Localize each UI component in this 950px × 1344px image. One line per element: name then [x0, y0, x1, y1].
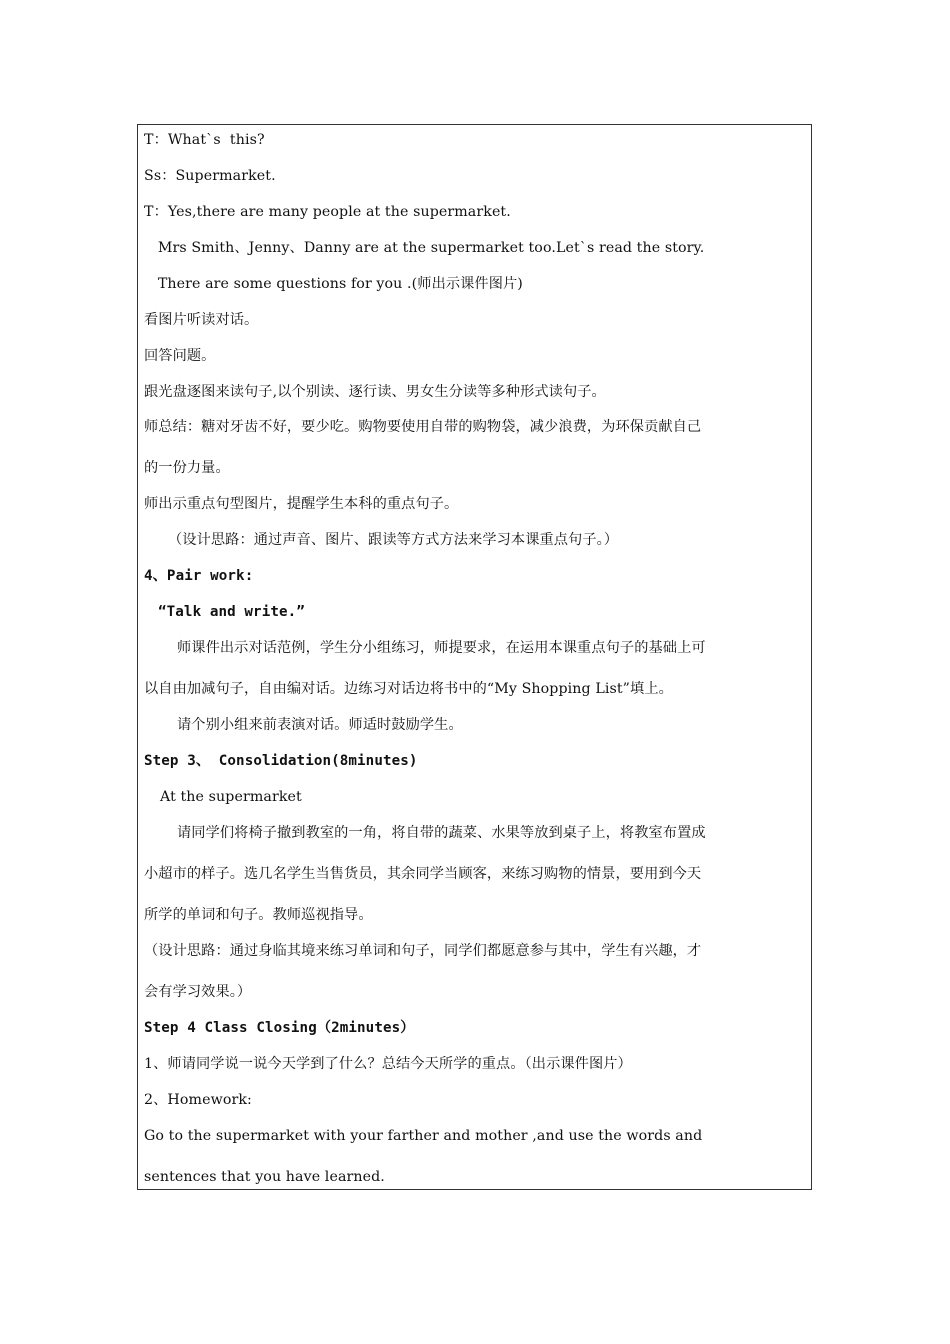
- design-idea-note-2-line-1: （设计思路：通过身临其境来练习单词和句子，同学们都愿意参与其中，学生有兴趣，才: [144, 943, 702, 959]
- consolidation-paragraph-line-1: 请同学们将椅子撤到教室的一角，将自带的蔬菜、水果等放到桌子上，将教室布置成: [177, 825, 706, 841]
- homework-text-line-2: sentences that you have learned.: [144, 1169, 385, 1185]
- design-idea-note-1: （设计思路：通过声音、图片、跟读等方式方法来学习本课重点句子。）: [168, 532, 619, 548]
- dialogue-line-questions: There are some questions for you .(师出示课件图片): [144, 276, 523, 292]
- consolidation-paragraph-line-2: 小超市的样子。选几名学生当售货员，其余同学当顾客，来练习购物的情景，要用到今天: [144, 866, 702, 882]
- activity-answer-questions: 回答问题。: [144, 348, 216, 364]
- subheading-talk-and-write: “Talk and write.”: [158, 604, 305, 620]
- dialogue-line-teacher-yes: T：Yes,there are many people at the supermarket.: [144, 204, 511, 220]
- teacher-summary-line-2: 的一份力量。: [144, 460, 230, 476]
- activity-listen-read: 看图片听读对话。: [144, 312, 259, 328]
- activity-read-sentences: 跟光盘逐图来读句子,以个别读、逐行读、男女生分读等多种形式读句子。: [144, 384, 606, 400]
- subheading-at-the-supermarket: At the supermarket: [160, 789, 302, 805]
- homework-text-line-1: Go to the supermarket with your farther and mother ,and use the words and: [144, 1128, 703, 1144]
- closing-item-2-homework: 2、Homework:: [144, 1092, 252, 1108]
- pair-work-paragraph-line-2: 以自由加减句子，自由编对话。边练习对话边将书中的“My Shopping List”填上。: [144, 681, 673, 697]
- dialogue-line-students-answer: Ss：Supermarket.: [144, 168, 276, 184]
- dialogue-line-teacher-question: T：What`s this?: [144, 132, 265, 148]
- key-sentence-pattern-line: 师出示重点句型图片，提醒学生本科的重点句子。: [144, 496, 459, 512]
- dialogue-line-read-story: Mrs Smith、Jenny、Danny are at the supermarket too.Let`s read the story.: [144, 240, 705, 256]
- section-heading-step-3: Step 3、 Consolidation(8minutes): [144, 753, 418, 769]
- section-heading-step-4: Step 4 Class Closing（2minutes）: [144, 1020, 415, 1036]
- design-idea-note-2-line-2: 会有学习效果。）: [144, 984, 252, 1000]
- consolidation-paragraph-line-3: 所学的单词和句子。教师巡视指导。: [144, 907, 373, 923]
- teacher-summary-line-1: 师总结：糖对牙齿不好，要少吃。购物要使用自带的购物袋，减少浪费，为环保贡献自己: [144, 419, 702, 435]
- perform-dialogue-line: 请个别小组来前表演对话。师适时鼓励学生。: [177, 717, 463, 733]
- pair-work-paragraph-line-1: 师课件出示对话范例，学生分小组练习，师提要求，在运用本课重点句子的基础上可: [177, 640, 706, 656]
- closing-item-1: 1、师请同学说一说今天学到了什么？总结今天所学的重点。（出示课件图片）: [144, 1056, 632, 1072]
- section-heading-pair-work: 4、Pair work:: [144, 568, 254, 584]
